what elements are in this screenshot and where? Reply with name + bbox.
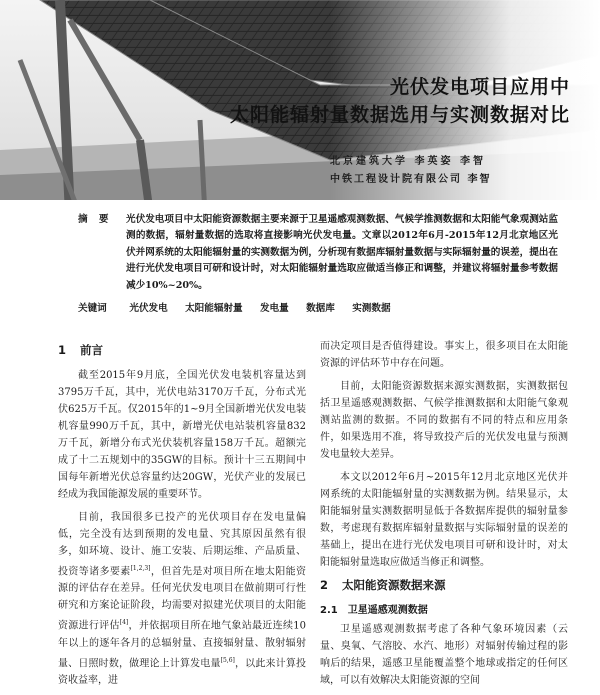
citation: [1,2,3] [130, 565, 151, 572]
article-title-line-1: 光伏发电项目应用中 [389, 76, 570, 98]
citation: [5,6] [220, 656, 235, 664]
keyword-item: 太阳能辐射量 [185, 303, 243, 314]
body-column-right [320, 338, 568, 695]
keyword-item: 数据库 [306, 303, 335, 314]
paragraph: 目前，太阳能资源数据来源实测数据，实测数据包括卫星遥感观测数据、气候学推测数据和太阳能气象观测站监测的数据。不同的数据有不同的特点和应用条件，如果选用不准，将导致投产后的光伏发电量与预测发电量较大差异。 [320, 381, 568, 460]
paragraph: 本文以2012年6月~2015年12月北京地区光伏并网系统的太阳能辐射量的实测数据为例。结果显示，太阳能辐射量实测数据明显低于各数据库提供的辐射量参数，考虑现有数据库辐射量数据与实际辐射量的误差的基础上，提出在进行光伏发电项目可研和设计时，对太阳能辐射量选取应做适当修正和调整。 [320, 472, 568, 568]
keyword-item: 实测数据 [352, 303, 391, 314]
keywords-label: 关键词 [78, 303, 107, 314]
abstract-text: 光伏发电项目中太阳能资源数据主要来源于卫星遥感观测数据、气候学推测数据和太阳能气象观测站监测的数据，辐射量数据的选取将直接影响光伏发电量。文章以2012年6月-2015年12月北京地区光伏并网系统的太阳能辐射量的实测数据为例，分析现有数据库辐射量数据与实际辐射量的误差，提出在进行光伏发电项目可研和设计时，对太阳能辐射量选取应做适当修正和调整，并建议将辐射量参考数据减少10%~20%。 [126, 214, 558, 291]
abstract-label: 摘 要 [78, 214, 113, 225]
paragraph: 而决定项目是否值得建设。事实上，很多项目在太阳能资源的评估环节中存在问题。 [320, 341, 568, 369]
section-title: 前言 [80, 343, 104, 357]
paragraph-text: ，并依据项目所在地气象站最近连续10年以上的逐年各月的总辐射量、直接辐射量、散射辐射量、日照时数，做理论上计算发电量 [58, 620, 306, 669]
abstract-block [78, 212, 558, 294]
paragraph-text: ，以此来计算投资收益率，进 [58, 657, 307, 686]
paragraph-text: 目前，我国很多已投产的光伏项目存在发电量偏低，完全没有达到预期的发电量、究其原因虽然有很多，如环境、设计、施工安装、后期运维、产品质量、投资等诸多要素 [58, 512, 306, 578]
subsection-heading [320, 602, 568, 619]
article-title-line-2: 太阳能辐射量数据选用与实测数据对比 [229, 104, 570, 126]
keyword-item: 光伏发电 [129, 303, 168, 314]
section-number: 1 [58, 343, 67, 357]
citation: [4] [119, 619, 129, 627]
body-column-left [58, 338, 306, 695]
paragraph-text: ，但首先是对项目所在地太阳能资源的评估存在差异。任何光伏发电项目在做前期可行性研究和方案论证阶段，均需要对拟建光伏项目的太阳能资源进行评估 [58, 566, 307, 632]
subsection-number: 2.1 [320, 605, 338, 616]
paragraph: 卫星遥感观测数据考虑了各种气象环境因素（云量、臭氧、气溶胶、水汽、地形）对辐射传输过程的影响后的结果，遥感卫星能覆盖整个地球或指定的任何区域，可以有效解决太阳能资源的空间 [320, 624, 568, 686]
section-heading-2 [320, 577, 568, 594]
subsection-title: 卫星遥感观测数据 [347, 605, 428, 616]
keywords-block [78, 300, 405, 314]
author-line-2: 中铁工程设计院有限公司 李智 [330, 174, 492, 185]
paragraph: 截至2015年9月底，全国光伏发电装机容量达到3795万千瓦，其中，光伏电站3170万千瓦，分布式光伏625万千瓦。仅2015年的1~9月全国新增光伏发电装机容量990万千瓦，其中，新增光伏电站装机容量832万千瓦，新增分布式光伏装机容量158万千瓦。超额完成了十二五规划中的35GW的目标。预计十三五期间中国每年新增光伏总容量约达20GW，光伏产业的发展已经成为我国能源发展的重要环节。 [58, 370, 306, 500]
section-number: 2 [320, 578, 329, 592]
section-heading-1 [58, 342, 306, 359]
solar-panel-photo [0, 0, 600, 215]
paragraph [58, 509, 306, 689]
section-title: 太阳能资源数据来源 [342, 578, 446, 592]
keyword-item: 发电量 [259, 303, 289, 314]
author-line-1: 北京建筑大学 李英姿 李智 [330, 156, 486, 167]
